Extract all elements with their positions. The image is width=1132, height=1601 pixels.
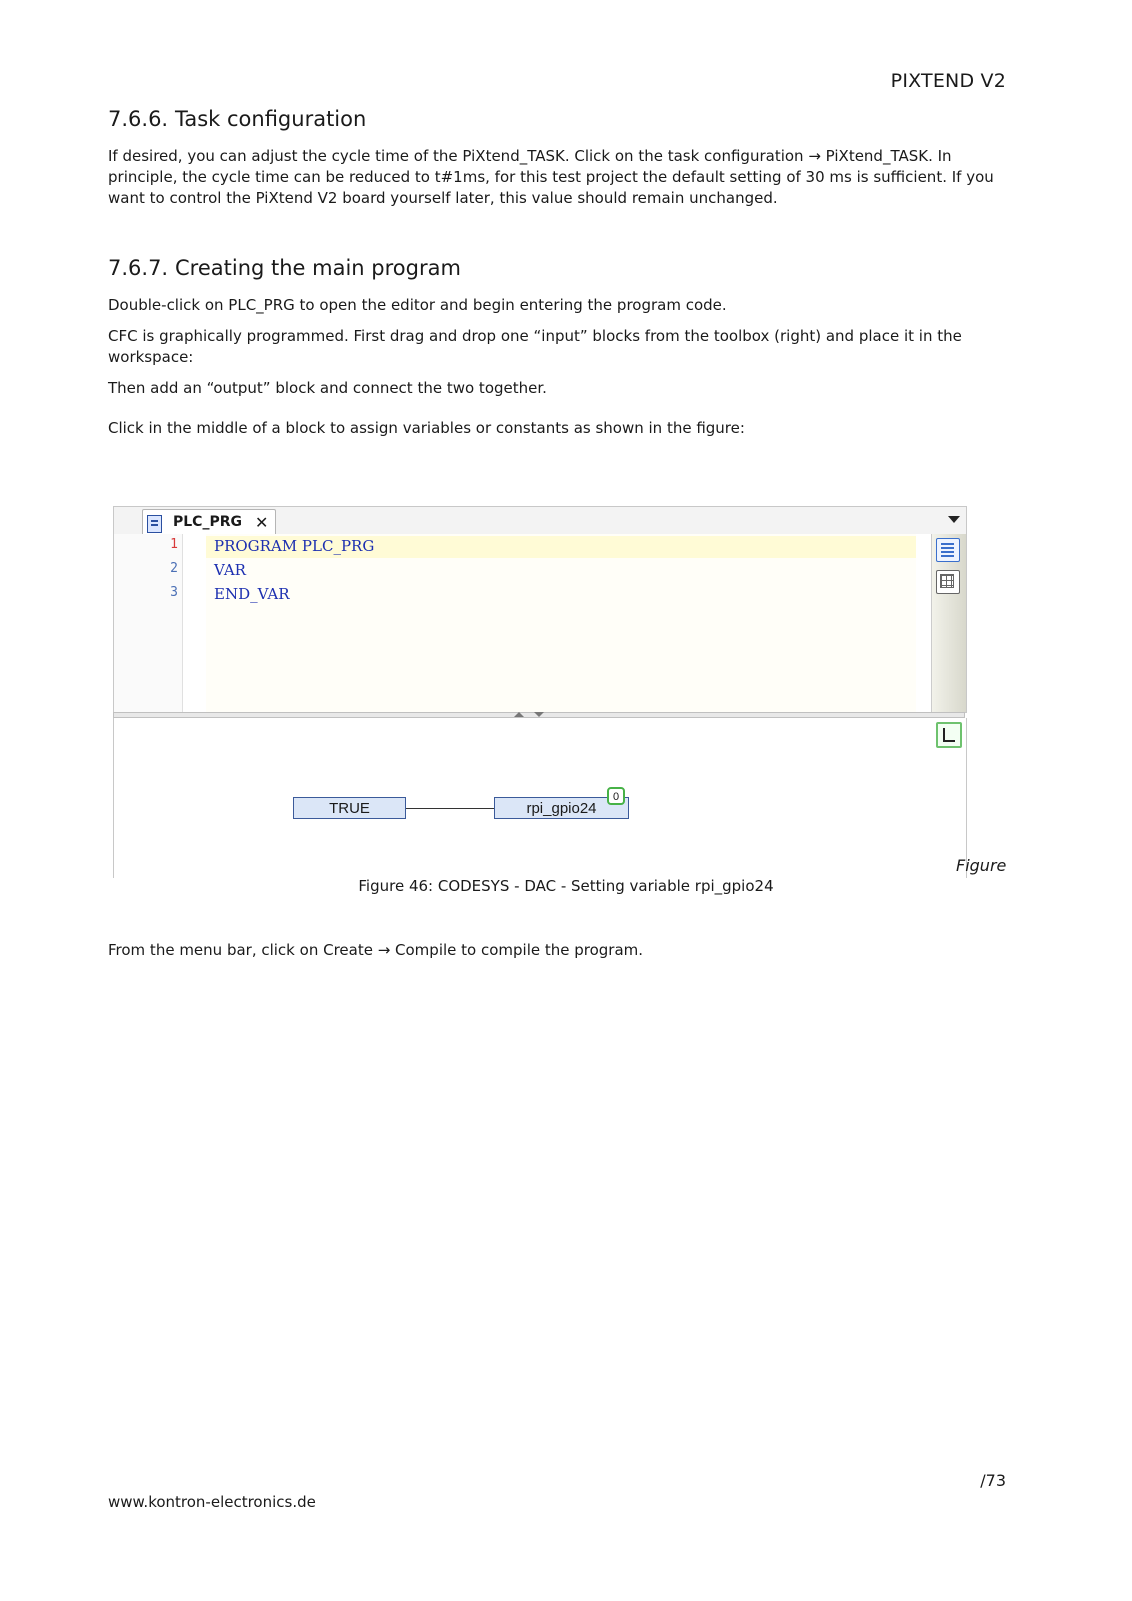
figure-caption: Figure 46: CODESYS - DAC - Setting variable rpi_gpio24 <box>358 877 774 895</box>
input-block[interactable]: TRUE <box>293 797 406 819</box>
page-number: /73 <box>980 1471 1006 1490</box>
figure-stray-label: Figure <box>956 856 1007 875</box>
line-number-gutter <box>114 534 183 712</box>
output-block[interactable]: rpi_gpio24 <box>494 797 629 819</box>
section-number: 7.6.6. <box>108 107 169 131</box>
codesys-editor-screenshot <box>113 506 967 878</box>
tabular-view-icon[interactable] <box>936 570 960 594</box>
code-area[interactable] <box>206 534 916 712</box>
connection-line <box>406 808 494 809</box>
execution-order-badge: 0 <box>607 787 625 805</box>
tab-label: PLC_PRG <box>173 514 242 530</box>
tab-plc-prg[interactable] <box>142 509 276 536</box>
paragraph-open-editor: Double-click on PLC_PRG to open the editor and begin entering the program code. <box>108 296 727 314</box>
declaration-editor[interactable] <box>113 534 967 713</box>
section-heading-task-configuration <box>108 107 366 131</box>
cfc-workspace[interactable] <box>113 718 967 878</box>
section-number: 7.6.7. <box>108 256 169 280</box>
view-switch-rail <box>931 534 966 712</box>
footer-url[interactable]: www.kontron-electronics.de <box>108 1493 316 1511</box>
textual-view-icon[interactable] <box>936 538 960 562</box>
line-number: 1 <box>170 537 178 552</box>
code-line: VAR <box>214 561 246 579</box>
close-icon[interactable]: ✕ <box>255 513 269 532</box>
section-title: Creating the main program <box>175 256 461 280</box>
paragraph-assign-variables: Click in the middle of a block to assign variables or constants as shown in the figure: <box>108 419 745 437</box>
code-line: PROGRAM PLC_PRG <box>214 537 375 555</box>
header-brand: PIXTEND V2 <box>890 70 1006 92</box>
code-line: END_VAR <box>214 585 290 603</box>
section-title: Task configuration <box>175 107 367 131</box>
paragraph-cfc-intro: CFC is graphically programmed. First drag and drop one “input” blocks from the toolbox (right) and place it in the workspace: <box>108 327 962 366</box>
section-heading-main-program <box>108 256 461 280</box>
connection-toolbox-icon[interactable] <box>936 722 962 748</box>
program-document-icon <box>147 515 162 533</box>
splitter-arrows-icon[interactable] <box>514 710 554 718</box>
paragraph-compile: From the menu bar, click on Create → Compile to compile the program. <box>108 941 644 959</box>
chevron-down-icon[interactable] <box>948 516 960 523</box>
line-number: 3 <box>170 585 178 600</box>
paragraph-add-output: Then add an “output” block and connect the two together. <box>108 379 547 397</box>
paragraph-task-configuration: If desired, you can adjust the cycle time of the PiXtend_TASK. Click on the task configuration → PiXtend_TASK. In principle, the cycle time can be reduced to t#1ms, for this test project the default setting of 30 ms is sufficient. If you want to control the PiXtend V2 board yourself later, this value should remain unchanged. <box>108 147 994 207</box>
line-number: 2 <box>170 561 178 576</box>
editor-tab-bar <box>113 506 967 535</box>
